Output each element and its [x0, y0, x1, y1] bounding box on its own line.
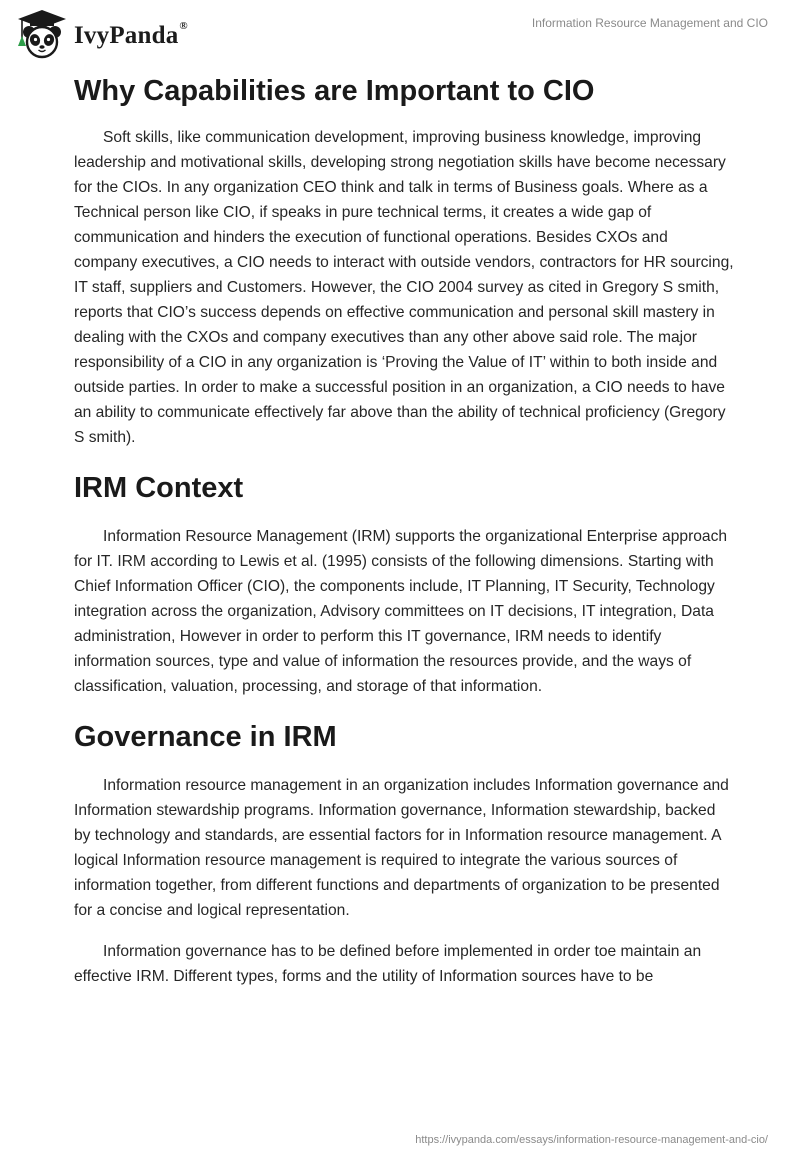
source-url[interactable]: https://ivypanda.com/essays/information-resource-management-and-cio/ [415, 1134, 768, 1146]
page-header [0, 0, 800, 70]
panda-graduate-icon [14, 8, 70, 60]
brand-name: IvyPanda® [74, 20, 188, 49]
paragraph: Soft skills, like communication development, improving business knowledge, improving leadership and motivational skills, developing strong negotiation skills have become necessary for the CIOs. In any organization CEO think and talk in terms of Business goals. Where as a Technical person like CIO, if speaks in pure technical terms, it creates a wide gap of communication and hinders the execution of functional operations. Besides CXOs and company executives, a CIO needs to interact with outside vendors, contractors for HR sourcing, IT staff, suppliers and Customers. However, the CIO 2004 survey as cited in Gregory S smith, reports that CIO’s success depends on effective communication and personal skill mastery in dealing with the CXOs and company executives than any other above said role. The major responsibility of a CIO in any organization is ‘Proving the Value of IT’ within to both inside and outside parties. In order to make a successful position in an organization, a CIO needs to have an ability to communicate effectively far above than the ability of technical proficiency (Gregory S smith). [74, 129, 734, 446]
section-heading: Governance in IRM [74, 721, 337, 753]
essay-content [74, 72, 734, 989]
paragraph: Information Resource Management (IRM) supports the organizational Enterprise approach for IT. IRM according to Lewis et al. (1995) consists of the following dimensions. Starting with Chief Information Officer (CIO), the components include, IT Planning, IT Security, Technology integration across the organization, Advisory committees on IT decisions, IT integration, Data administration, However in order to perform this IT governance, IRM needs to identify information sources, type and value of information the resources provide, and the ways of classification, valuation, processing, and storage of that information. [74, 528, 728, 695]
document-title: Information Resource Management and CIO [531, 16, 768, 30]
section-heading: Why Capabilities are Important to CIO [74, 75, 595, 107]
paragraph: Information resource management in an organization includes Information governance and Information stewardship programs. Information governance, Information stewardship, backed by technology and standards, are essential factors for in Information resource management. A logical Information resource management is required to integrate the various sources of information together, from different functions and departments of organization to be presented for a concise and logical representation. [74, 777, 729, 919]
section-governance-in-irm [74, 718, 734, 989]
paragraph: Information governance has to be defined before implemented in order toe maintain an effective IRM. Different types, forms and the utility of Information sources have to be [74, 943, 702, 985]
section-heading: IRM Context [74, 472, 244, 504]
section-irm-context [74, 469, 734, 699]
ivypanda-logo[interactable] [14, 8, 188, 60]
trademark-symbol: ® [179, 20, 188, 32]
section-why-capabilities [74, 72, 734, 450]
